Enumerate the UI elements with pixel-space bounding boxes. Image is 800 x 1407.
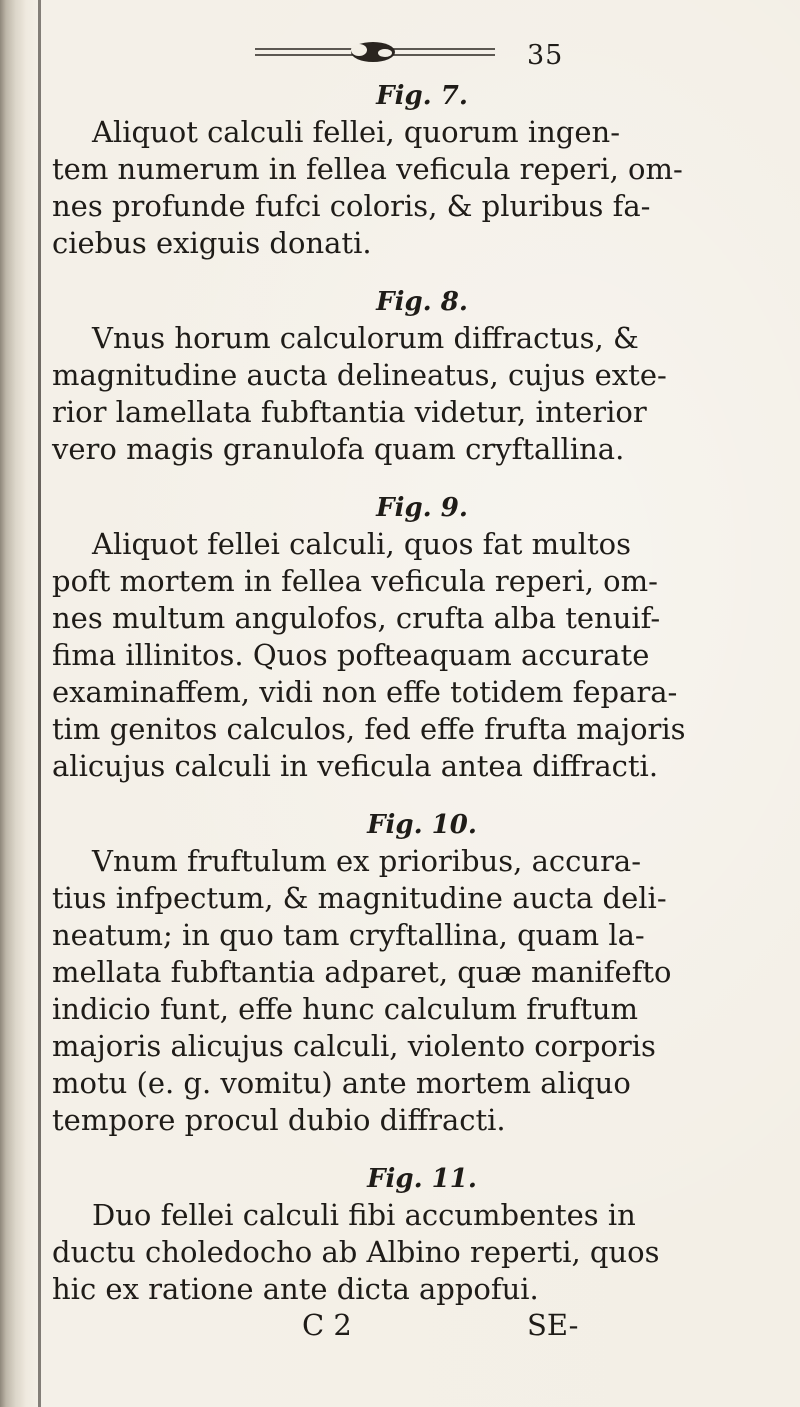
text-line: mellata fubftantia adparet, quæ manifefto	[52, 955, 672, 989]
fig-8-paragraph	[52, 320, 752, 468]
text-line: neatum; in quo tam cryftallina, quam la-	[52, 918, 645, 952]
text-line: Aliquot fellei calculi, quos fat multos	[92, 527, 632, 561]
text-line: fima illinitos. Quos pofteaquam accurate	[52, 638, 650, 672]
page-number: 35	[527, 40, 564, 71]
text-line: examinaffem, vidi non effe totidem fepara-	[52, 675, 678, 709]
text-line: Vnus horum calculorum diffractus, &	[92, 321, 639, 355]
text-line: hic ex ratione ante dicta appofui.	[52, 1272, 539, 1306]
fig-7-paragraph	[52, 114, 752, 262]
fig-9-label: Fig. 9.	[376, 493, 468, 523]
text-line: majoris alicujus calculi, violento corporis	[52, 1029, 656, 1063]
text-line: magnitudine aucta delineatus, cujus exte-	[52, 358, 667, 392]
text-line: tem numerum in fellea veficula reperi, om-	[52, 152, 683, 186]
fig-7-label: Fig. 7.	[376, 81, 468, 111]
signature-mark: C 2	[302, 1308, 352, 1342]
fig-11-label: Fig. 11.	[367, 1164, 477, 1194]
catchword: SE-	[527, 1308, 579, 1342]
text-line: tim genitos calculos, fed effe frufta majoris	[52, 712, 686, 746]
main-text	[52, 78, 752, 1348]
text-line: poft mortem in fellea veficula reperi, om-	[52, 564, 658, 598]
header-ornament-icon	[255, 40, 495, 64]
text-line: motu (e. g. vomitu) ante mortem aliquo	[52, 1066, 631, 1100]
text-line: Vnum fruftulum ex prioribus, accura-	[92, 844, 642, 878]
text-line: indicio funt, effe hunc calculum fruftum	[52, 992, 639, 1026]
page-edge-line	[38, 0, 41, 1407]
binding-gutter	[0, 0, 26, 1407]
text-line: ciebus exiguis donati.	[52, 226, 372, 260]
text-line: vero magis granulofa quam cryftallina.	[52, 432, 625, 466]
text-line: Aliquot calculi fellei, quorum ingen-	[92, 115, 620, 149]
page-footer	[52, 1308, 752, 1348]
text-line: tius infpectum, & magnitudine aucta deli-	[52, 881, 667, 915]
text-line: nes multum angulofos, crufta alba tenuif-	[52, 601, 661, 635]
fig-8-label: Fig. 8.	[376, 287, 468, 317]
fig-10-paragraph	[52, 843, 752, 1139]
fig-10-label: Fig. 10.	[367, 810, 477, 840]
fig-9-paragraph	[52, 526, 752, 785]
text-line: Duo fellei calculi fibi accumbentes in	[92, 1198, 636, 1232]
text-line: ductu choledocho ab Albino reperti, quos	[52, 1235, 660, 1269]
fig-11-paragraph	[52, 1197, 752, 1308]
text-line: rior lamellata fubftantia videtur, interior	[52, 395, 647, 429]
text-line: tempore procul dubio diffracti.	[52, 1103, 506, 1137]
text-line: alicujus calculi in veficula antea diffracti.	[52, 749, 659, 783]
text-line: nes profunde fufci coloris, & pluribus fa-	[52, 189, 651, 223]
